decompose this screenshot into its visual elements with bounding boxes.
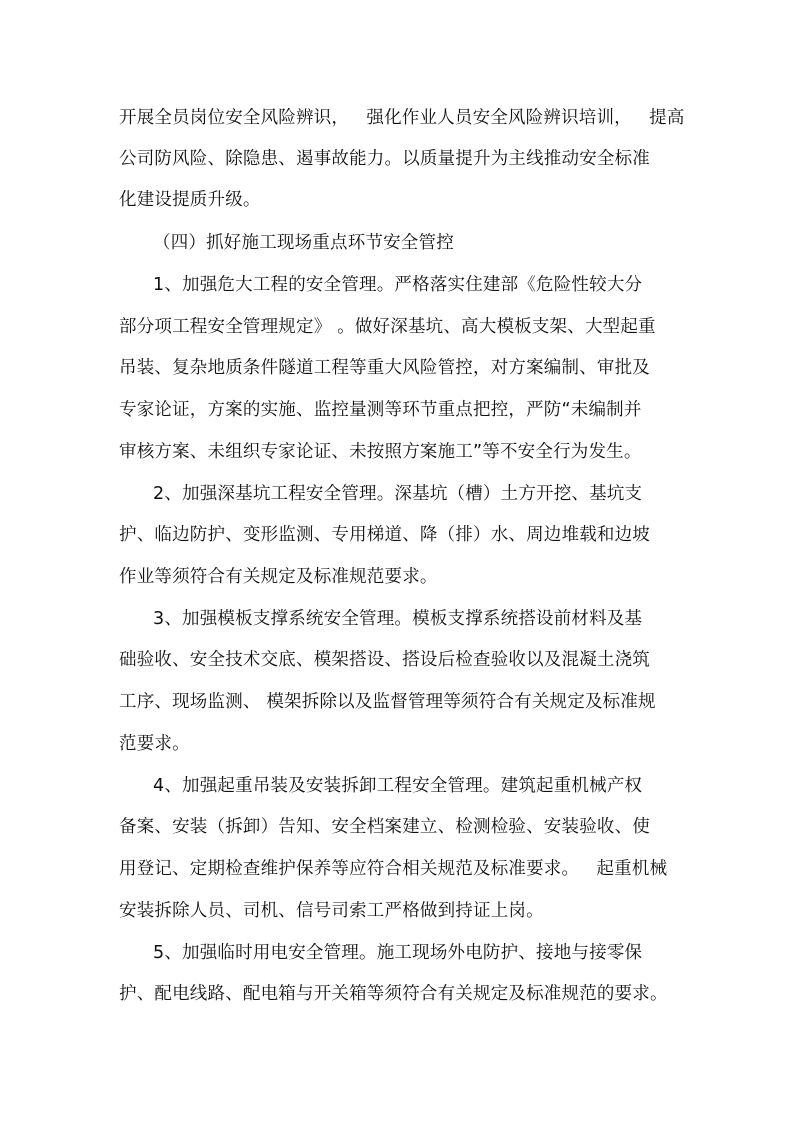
paragraph-2-start: 2、加强深基坑工程安全管理。深基坑（槽）土方开挖、基坑支 xyxy=(153,484,643,504)
section-heading: （四）抓好施工现场重点环节安全管控 xyxy=(153,233,454,253)
text-line: 护、临边防护、变形监测、专用梯道、降（排）水、周边堆载和边坡 xyxy=(119,525,650,545)
text-line: 开展全员岗位安全风险辨识， 强化作业人员安全风险辨识培训， 提高 xyxy=(119,108,685,128)
text-line: 础验收、安全技术交底、模架搭设、搭设后检查验收以及混凝土浇筑 xyxy=(119,650,650,670)
text-line: 审核方案、未组织专家论证、未按照方案施工”等不安全行为发生。 xyxy=(119,442,642,462)
paragraph-4-start: 4、加强起重吊装及安装拆卸工程安全管理。建筑起重机械产权 xyxy=(153,776,643,796)
text-line: 用登记、定期检查维护保养等应符合相关规范及标准要求。 起重机械 xyxy=(119,859,668,879)
text-line: 作业等须符合有关规定及标准规范要求。 xyxy=(119,567,438,587)
paragraph-3-start: 3、加强模板支撑系统安全管理。模板支撑系统搭设前材料及基 xyxy=(153,609,643,629)
text-line: 护、配电线路、配电箱与开关箱等须符合有关规定及标准规范的要求。 xyxy=(119,984,668,1004)
text-line: 安装拆除人员、司机、信号司索工严格做到持证上岗。 xyxy=(119,901,544,921)
text-line: 备案、安装（拆卸）告知、安全档案建立、检测检验、安装验收、使 xyxy=(119,817,650,837)
text-line: 专家论证，方案的实施、监控量测等环节重点把控，严防“未编制并 xyxy=(119,400,642,420)
text-line: 范要求。 xyxy=(119,734,190,754)
text-line: 吊装、复杂地质条件隧道工程等重大风险管控，对方案编制、审批及 xyxy=(119,358,650,378)
text-line: 化建设提质升级。 xyxy=(119,190,261,210)
paragraph-1-start: 1、加强危大工程的安全管理。严格落实住建部《危险性较大分 xyxy=(153,275,643,295)
text-line: 部分项工程安全管理规定》 。做好深基坑、高大模板支架、大型起重 xyxy=(119,317,656,337)
text-line: 公司防风险、除隐患、遏事故能力。以质量提升为主线推动安全标准 xyxy=(119,149,650,169)
paragraph-5-start: 5、加强临时用电安全管理。施工现场外电防护、接地与接零保 xyxy=(153,943,643,963)
text-line: 工序、现场监测、 模架拆除以及监督管理等须符合有关规定及标准规 xyxy=(119,692,656,712)
